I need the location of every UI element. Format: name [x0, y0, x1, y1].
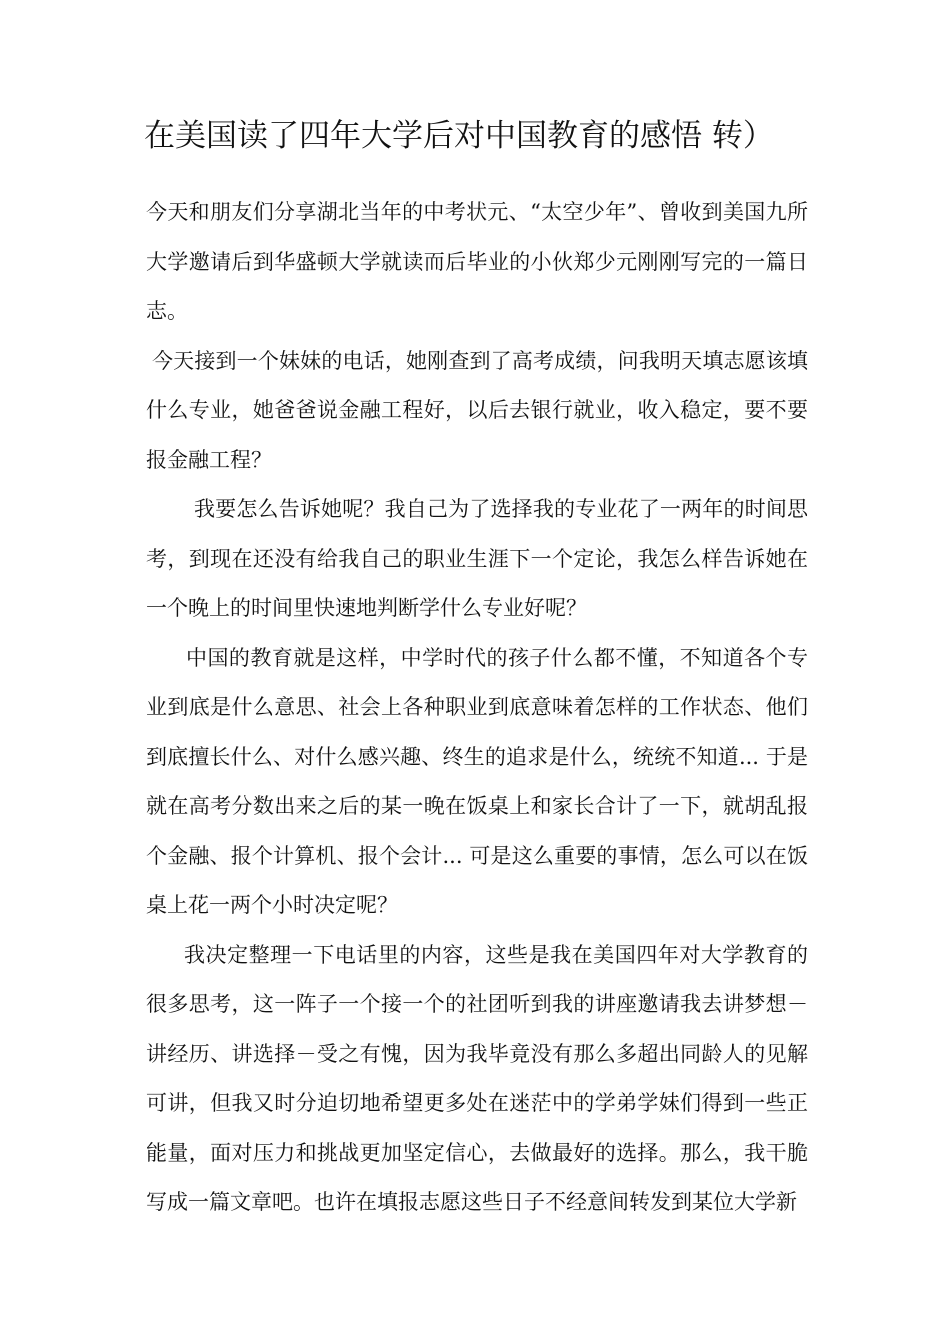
paragraph-decision: 我决定整理一下电话里的内容，这些是我在美国四年对大学教育的很多思考，这一阵子一个接一个的社团听到我的讲座邀请我去讲梦想－讲经历、讲选择－受之有愧，因为我毕竟没有那么多超出同龄人的见解可讲，但我又时分迫切地希望更多处在迷茫中的学弟学妹们得到一些正能量，面对压力和挑战更加坚定信心，去做最好的选择。那么，我干脆写成一篇文章吧。也许在填报志愿这些日子不经意间转发到某位大学新: [146, 942, 808, 1214]
paragraph-phone-call: 今天接到一个妹妹的电话，她刚查到了高考成绩，问我明天填志愿该填什么专业，她爸爸说金融工程好，以后去银行就业，收入稳定，要不要报金融工程？: [146, 348, 808, 472]
document-title: 在美国读了四年大学后对中国教育的感悟 转）: [144, 118, 774, 154]
paragraph-how-to-tell: 我要怎么告诉她呢？我自己为了选择我的专业花了一两年的时间思考，到现在还没有给我自己的职业生涯下一个定论，我怎么样告诉她在一个晚上的时间里快速地判断学什么专业好呢？: [146, 497, 808, 620]
document-body: [146, 188, 808, 1228]
paragraph-chinese-education: 中国的教育就是这样，中学时代的孩子什么都不懂，不知道各个专业到底是什么意思、社会上各种职业到底意味着怎样的工作状态、他们到底擅长什么、对什么感兴趣、终生的追求是什么，统统不知道... 于是就在高考分数出来之后的某一晚在饭桌上和家长合计了一下，就胡乱报个金融、报个计算机、报个会计... 可是这么重要的事情，怎么可以在饭桌上花一两个小时决定呢？: [146, 645, 808, 917]
paragraph-intro: 今天和朋友们分享湖北当年的中考状元、“太空少年”、曾收到美国九所大学邀请后到华盛顿大学就读而后毕业的小伙郑少元刚刚写完的一篇日志。: [146, 200, 808, 323]
